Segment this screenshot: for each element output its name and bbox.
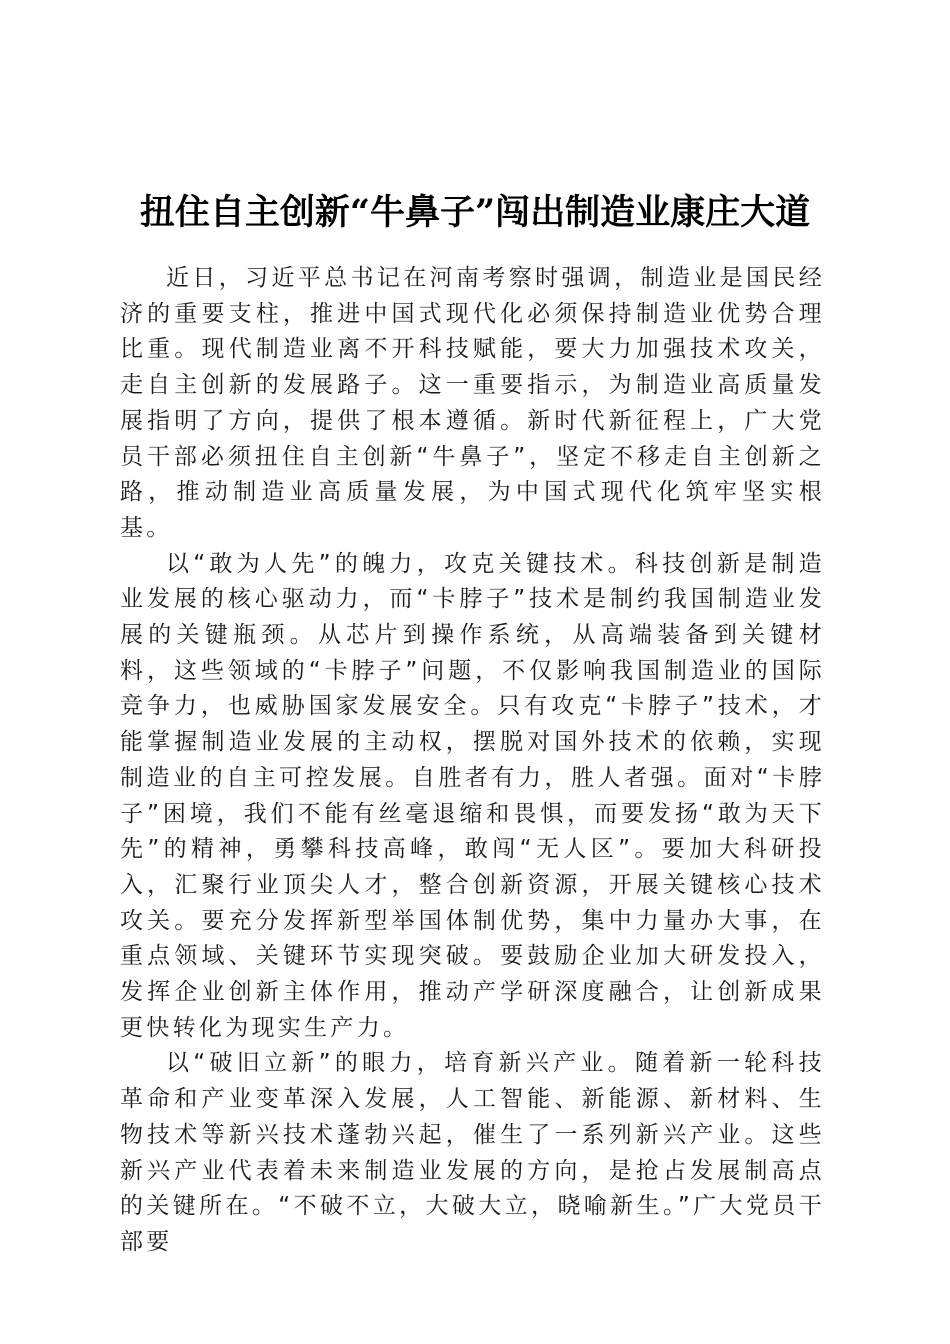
paragraph: 近日，习近平总书记在河南考察时强调，制造业是国民经济的重要支柱，推进中国式现代化必须保持制造业优势合理比重。现代制造业离不开科技赋能，要大力加强技术攻关，走自主创新的发展路子。这一重要指示，为制造业高质量发展指明了方向，提供了根本遵循。新时代新征程上，广大党员干部必须扭住自主创新“牛鼻子”，坚定不移走自主创新之路，推动制造业高质量发展，为中国式现代化筑牢坚实根基。	[120, 265, 825, 541]
document-body	[120, 261, 825, 1261]
document-title: 扭住自主创新“牛鼻子”闯出制造业康庄大道	[139, 192, 811, 233]
paragraph: 以“敢为人先”的魄力，攻克关键技术。科技创新是制造业发展的核心驱动力，而“卡脖子”技术是制约我国制造业发展的关键瓶颈。从芯片到操作系统，从高端装备到关键材料，这些领域的“卡脖子”问题，不仅影响我国制造业的国际竞争力，也威胁国家发展安全。只有攻克“卡脖子”技术，才能掌握制造业发展的主动权，摆脱对国外技术的依赖，实现制造业的自主可控发展。自胜者有力，胜人者强。面对“卡脖子”困境，我们不能有丝毫退缩和畏惧，而要发扬“敢为天下先”的精神，勇攀科技高峰，敢闯“无人区”。要加大科研投入，汇聚行业顶尖人才，整合创新资源，开展关键核心技术攻关。要充分发挥新型举国体制优势，集中力量办大事，在重点领域、关键环节实现突破。要鼓励企业加大研发投入，发挥企业创新主体作用，推动产学研深度融合，让创新成果更快转化为现实生产力。	[120, 550, 825, 1041]
paragraph: 以“破旧立新”的眼力，培育新兴产业。随着新一轮科技革命和产业变革深入发展，人工智能、新能源、新材料、生物技术等新兴技术蓬勃兴起，催生了一系列新兴产业。这些新兴产业代表着未来制造业发展的方向，是抢占发展制高点的关键所在。“不破不立，大破大立，晓喻新生。”广大党员干部要	[120, 1050, 825, 1255]
